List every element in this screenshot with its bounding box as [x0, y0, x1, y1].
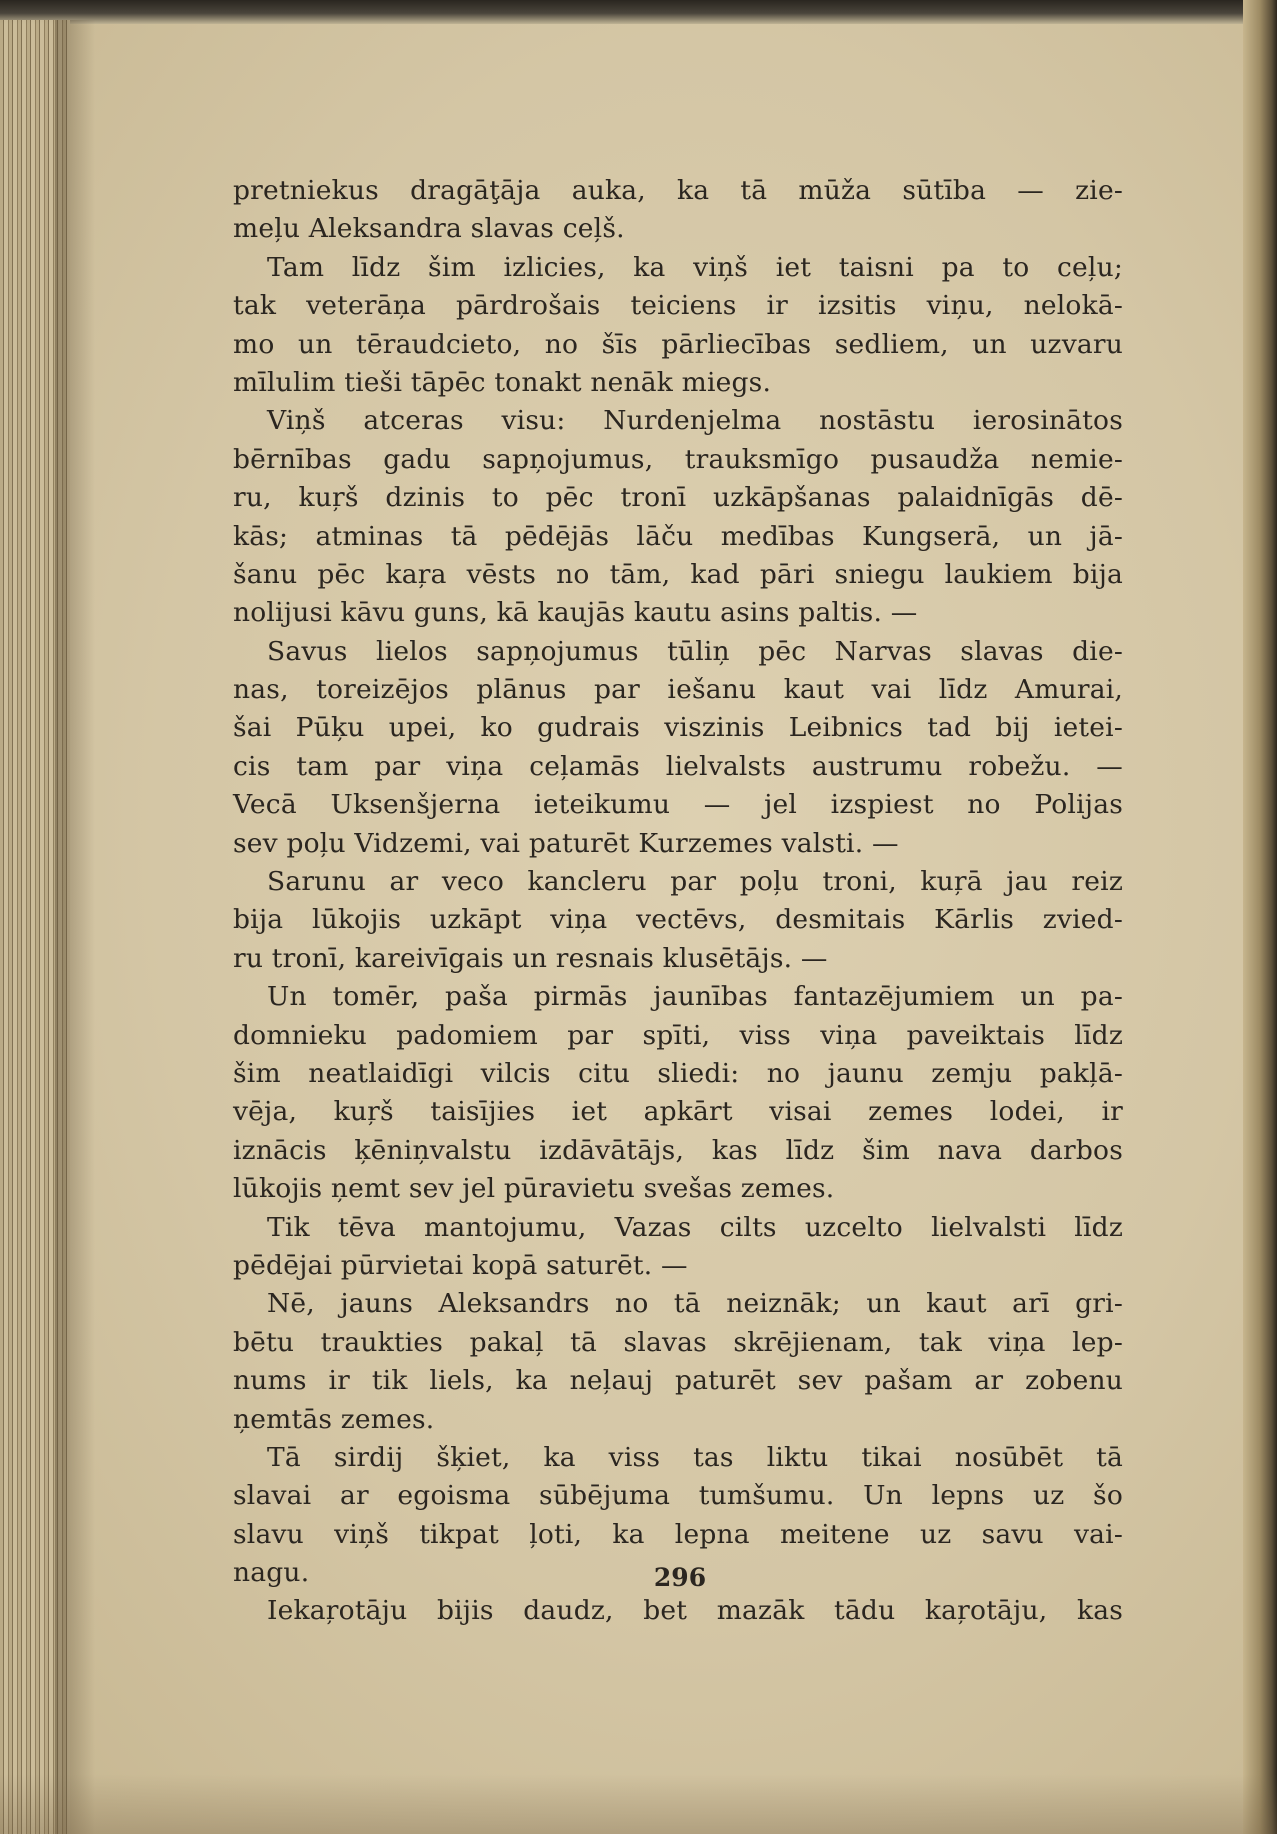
text-line: slavai ar egoisma sūbējuma tumšumu. Un lepns uz šo [233, 1480, 1123, 1512]
text-line: bija lūkojis uzkāpt viņa vectēvs, desmitais Kārlis zvied- [233, 904, 1123, 936]
page-top-edge [0, 0, 1277, 24]
text-line: Nē, jauns Aleksandrs no tā neiznāk; un kaut arī gri- [267, 1288, 1123, 1320]
text-line: nagu. [233, 1557, 310, 1589]
text-line: Iekaŗotāju bijis daudz, bet mazāk tādu kaŗotāju, kas [267, 1595, 1123, 1627]
text-line: bērnības gadu sapņojumus, trauksmīgo pusaudža nemie- [233, 443, 1123, 475]
body-text [233, 172, 1123, 1631]
text-line: pēdējai pūrvietai kopā saturēt. — [233, 1249, 688, 1281]
text-line: šanu pēc kaŗa vēsts no tām, kad pāri sniegu laukiem bija [233, 558, 1123, 590]
text-line: Savus lielos sapņojumus tūliņ pēc Narvas slavas die- [267, 635, 1123, 667]
text-line: ņemtās zemes. [233, 1403, 435, 1435]
text-line: šai Pūķu upei, ko gudrais viszinis Leibnics tad bij ietei- [233, 712, 1123, 744]
page-bottom-shadow [0, 1774, 1277, 1834]
text-line: iznācis ķēniņvalstu izdāvātājs, kas līdz šim nava darbos [233, 1134, 1123, 1166]
text-line: Un tomēr, paša pirmās jaunības fantazējumiem un pa- [267, 981, 1123, 1013]
text-line: Tik tēva mantojumu, Vazas cilts uzcelto lielvalsti līdz [267, 1211, 1123, 1243]
text-line: ru, kuŗš dzinis to pēc tronī uzkāpšanas palaidnīgās dē- [233, 482, 1123, 514]
text-line: tak veterāņa pārdrošais teiciens ir izsitis viņu, nelokā- [233, 290, 1123, 322]
text-line: Sarunu ar veco kancleru par poļu troni, kuŗā jau reiz [267, 866, 1123, 898]
page-number: 296 [653, 1563, 707, 1592]
text-line: slavu viņš tikpat ļoti, ka lepna meitene uz savu vai- [233, 1518, 1123, 1550]
text-line: Tā sirdij šķiet, ka viss tas liktu tikai nosūbēt tā [267, 1441, 1123, 1473]
gutter-shadow [55, 20, 95, 1834]
text-line: Viņš atceras visu: Nurdenjelma nostāstu ierosinātos [267, 405, 1123, 437]
text-line: mīlulim tieši tāpēc tonakt nenāk miegs. [233, 366, 772, 398]
text-line: sev poļu Vidzemi, vai paturēt Kurzemes valsti. — [233, 827, 899, 859]
text-line: Vecā Uksenšjerna ieteikumu — jel izspiest no Polijas [233, 789, 1123, 821]
text-line: bētu traukties pakaļ tā slavas skrējienam, tak viņa lep- [233, 1326, 1123, 1358]
text-line: vēja, kuŗš taisījies iet apkārt visai zemes lodei, ir [233, 1096, 1123, 1128]
text-line: nolijusi kāvu guns, kā kaujās kautu asins paltis. — [233, 597, 918, 629]
text-line: meļu Aleksandra slavas ceļš. [233, 213, 625, 245]
text-line: pretniekus dragāţāja auka, ka tā mūža sūtība — zie- [233, 175, 1123, 206]
text-line: ru tronī, kareivīgais un resnais klusētājs. — [233, 942, 828, 974]
text-line: Tam līdz šim izlicies, ka viņš iet taisni pa to ceļu; [267, 251, 1123, 283]
text-line: lūkojis ņemt sev jel pūravietu svešas zemes. [233, 1173, 835, 1205]
text-line: kās; atminas tā pēdējās lāču medības Kungserā, un jā- [233, 520, 1123, 552]
text-line: cis tam par viņa ceļamās lielvalsts austrumu robežu. — [233, 750, 1123, 782]
text-line: nums ir tik liels, ka neļauj paturēt sev pašam ar zobenu [233, 1365, 1123, 1397]
text-line: nas, toreizējos plānus par iešanu kaut vai līdz Amurai, [233, 674, 1123, 706]
text-line: šim neatlaidīgi vilcis citu sliedi: no jaunu zemju pakļā- [233, 1057, 1123, 1089]
page-right-edge [1243, 0, 1277, 1834]
text-line: domnieku padomiem par spīti, viss viņa paveiktais līdz [233, 1019, 1123, 1051]
text-line: mo un tēraudcieto, no šīs pārliecības sedliem, un uzvaru [233, 328, 1123, 360]
